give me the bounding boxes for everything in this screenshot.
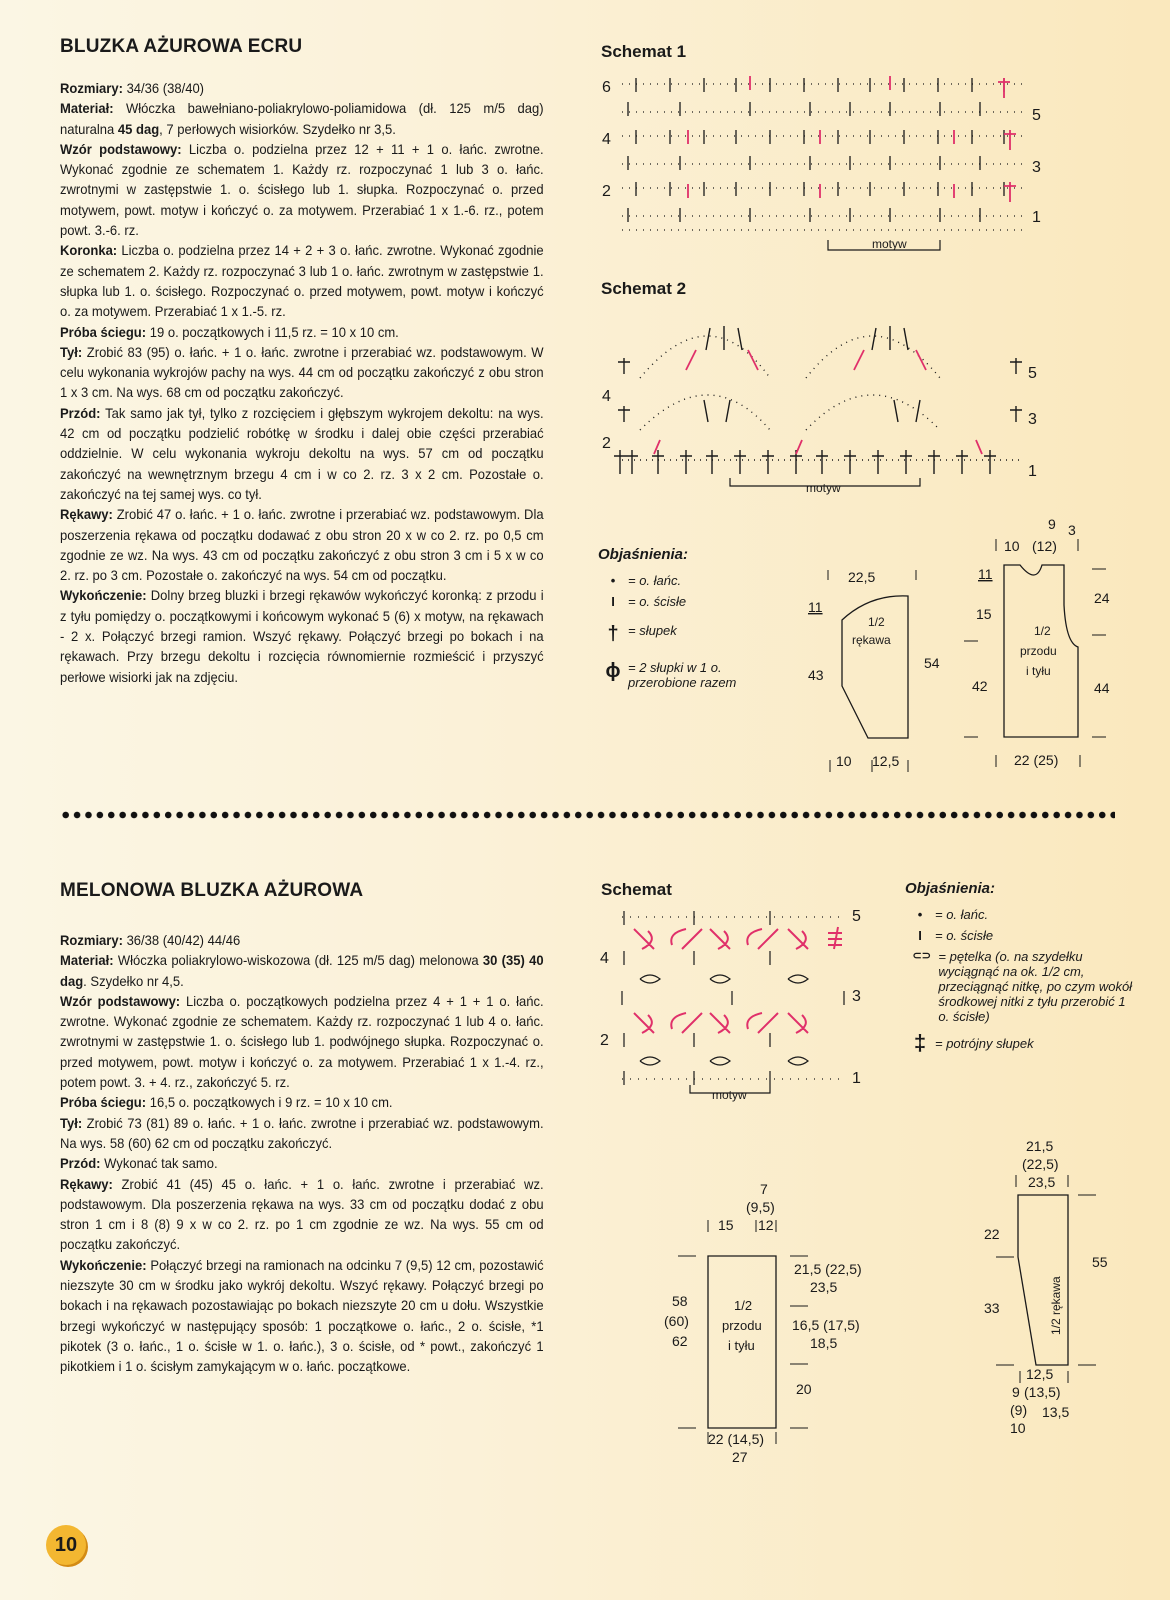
- label: Rękawy:: [60, 506, 113, 523]
- body2-bottom-a: 22 (14,5): [708, 1431, 765, 1447]
- double-crochet-icon: †: [607, 623, 619, 645]
- text: 16,5 o. początkowych i 9 rz. = 10 x 10 cm.: [146, 1094, 393, 1111]
- sleeve2-bottom-e: 13,5: [1042, 1404, 1070, 1420]
- label: Materiał:: [60, 952, 114, 969]
- legend1-item: [598, 623, 798, 646]
- sleeve1-right: 54: [924, 655, 940, 671]
- sleeve2-bottom-f: 10: [1010, 1420, 1026, 1435]
- body2-right-b: 23,5: [810, 1279, 838, 1295]
- text: 34/36 (38/40): [122, 80, 205, 96]
- text: , 7 perłowych wisiorków. Szydełko nr 3,5.: [159, 120, 396, 137]
- schemat3-row-label: 2: [600, 1032, 609, 1049]
- body1-top-c: 10: [1004, 538, 1020, 554]
- legend1-text: = o. ścisłe: [628, 594, 687, 609]
- article1-paragraph: [60, 504, 544, 585]
- schemat3-motif-label: motyw: [712, 1088, 747, 1102]
- schemat2-motif-label: motyw: [806, 481, 841, 495]
- legend1-text: = 2 słupki w 1 o. przerobione razem: [628, 660, 737, 690]
- label: Koronka:: [60, 242, 118, 259]
- legend1-text: = słupek: [628, 623, 677, 638]
- body2-top-a: 7: [760, 1181, 768, 1197]
- body1-left-a: 11: [978, 566, 993, 582]
- article1-paragraph: [60, 98, 544, 139]
- schemat3-row-label: 3: [852, 988, 861, 1005]
- article2-paragraph: [60, 1174, 544, 1255]
- label: Materiał:: [60, 100, 114, 117]
- article2-paragraph: [60, 991, 544, 1092]
- body1-top-a: 9: [1048, 516, 1056, 532]
- legend2-item: [905, 907, 1135, 922]
- schemat2-row-label: 1: [1028, 463, 1037, 480]
- body1-left-c: 42: [972, 678, 988, 694]
- body1-name-b: i tyłu: [1026, 664, 1051, 678]
- schemat1-title: Schemat 1: [601, 42, 687, 61]
- sleeve2-top-a: 21,5: [1026, 1138, 1054, 1154]
- body1-half: 1/2: [1034, 624, 1051, 638]
- schemat1-motif-label: motyw: [872, 237, 907, 251]
- legend1-item: [598, 660, 798, 690]
- schemat3-stitches: [622, 911, 844, 1085]
- text: Zrobić 83 (95) o. łańc. + 1 o. łańc. zwrotne i przerabiać wz. podstawowym. W celu wykonania wykrojów pachy na wys. 44 cm od początku zakończyć z obu stron 1 x 3 cm. Na wys. 68 cm od początku zakończyć.: [60, 343, 544, 401]
- schemat3-row-label: 4: [600, 950, 609, 967]
- text: Liczba o. podzielna przez 14 + 2 + 3 o. łańc. zwrotne. Wykonać zgodnie ze schematem 2. Każdy rz. rozpoczynać 3 lub 1 o. łańc. zwrotnym w zastępstwie 1. słupka lub 1. o. ścisłego. Rozpoczynać o. przed motywem, powt. motyw i kończyć o. za motywem. Przerabiać 1 x 1.-5. rz.: [60, 242, 544, 320]
- legend1-title: Objaśnienia:: [598, 546, 689, 563]
- article1-title: BLUZKA AŻUROWA ECRU: [60, 36, 303, 57]
- body1-left-b: 15: [976, 606, 992, 622]
- article1-paragraph: [60, 78, 544, 98]
- label: Tył:: [60, 343, 83, 360]
- single-crochet-icon: I: [918, 928, 922, 943]
- text: 36/38 (40/42) 44/46: [122, 932, 241, 948]
- text: 30 (35) 40 dag: [60, 952, 544, 989]
- body2-schematic: [660, 1180, 910, 1470]
- text: Zrobić 73 (81) 89 o. łańc. + 1 o. łańc. zwrotne i przerabiać wz. podstawowym. Na wys. 58 (60) 62 cm od początku zakończyć.: [60, 1114, 544, 1151]
- sleeve1-ticks: [828, 570, 916, 772]
- body2-left-a: 58: [672, 1293, 688, 1309]
- legend2-item: [905, 1030, 1135, 1056]
- text: . Szydełko nr 4,5.: [83, 972, 184, 989]
- article2-paragraph: [60, 1255, 544, 1377]
- label: Rękawy:: [60, 1175, 113, 1192]
- label: Tył:: [60, 1114, 83, 1131]
- text: 45 dag: [117, 120, 160, 137]
- section-divider: [60, 808, 1115, 822]
- legend2-text: = o. łańc.: [935, 907, 989, 922]
- legend2-title: Objaśnienia:: [905, 880, 996, 897]
- sleeve1-left-top: 11: [808, 599, 823, 615]
- schemat1-row-label: 6: [602, 79, 611, 96]
- body2-right-e: 20: [796, 1381, 812, 1397]
- schemat2-stitches: [614, 326, 1022, 474]
- body2-right-c: 16,5 (17,5): [792, 1317, 860, 1333]
- schemat2-row-label: 2: [602, 435, 611, 452]
- text: Liczba o. podzielna przez 12 + 11 + 1 o. łańc. zwrotne. Wykonać zgodnie ze schematem 1. Każdy rz. rozpoczynać 1 lub 3 o. łańc. zwrotnymi w zastępstwie 1. o. ścisłego lub 1. słupka. Rozpoczynać o. przed motywem, powt. motyw i kończyć o. za motywem. Przerabiać 1 x 1.-6. rz., potem powt. 3.-6. rz.: [60, 140, 544, 239]
- schemat1-row-label: 1: [1032, 209, 1041, 226]
- article2-paragraph: [60, 1113, 544, 1154]
- sleeve2-ticks: [996, 1175, 1096, 1383]
- text: Połączyć brzegi na ramionach na odcinku 7 (9,5) 12 cm, pozostawić niezszyte 30 cm w środku jako wykrój dekoltu. Wszyć rękawy. Połączyć brzegi po bokach i na rękawach pozostawiając po bokach niezszyte 20 cm u dołu. Wszystkie brzegi wykończyć w następujący sposób: 1 początkowe o. łańc., 2 o. ścisłe, *1 pikotek (3 o. łańc., 1 o. ścisłe w 1. o. łańc.), 3 o. ścisłe, od * powt., zakończyć 1 pikotkiem i 1 o. ścisłym zamykającym w o. łańc. początkowe.: [60, 1256, 544, 1375]
- text: Włóczka poliakrylowo-wiskozowa (dł. 125 m/5 dag) melonowa: [113, 952, 483, 969]
- schemat1-row-label: 5: [1032, 107, 1041, 124]
- legend1-text: = o. łańc.: [628, 573, 682, 588]
- label: Wykończenie:: [60, 587, 147, 604]
- text: Wykonać tak samo.: [100, 1155, 218, 1172]
- sleeve2-bottom-c: (13,5): [1024, 1384, 1061, 1400]
- article1-paragraph: [60, 585, 544, 686]
- schemat1-highlight-stitches: [688, 76, 1016, 202]
- body2-left-b: (60): [664, 1313, 689, 1329]
- body1-right-a: 24: [1094, 590, 1110, 606]
- label: Przód:: [60, 1155, 101, 1172]
- body2-name-b: i tyłu: [728, 1338, 755, 1353]
- body2-top-c: 15: [718, 1217, 734, 1233]
- sleeve1-name: rękawa: [852, 633, 891, 647]
- article1-paragraph: [60, 139, 544, 240]
- sleeve2-name: 1/2 rękawa: [1049, 1276, 1063, 1335]
- label: Rozmiary:: [60, 932, 123, 948]
- body2-top-d: 12: [758, 1217, 774, 1233]
- body2-bottom-b: 27: [732, 1449, 748, 1465]
- body1-bottom: 22 (25): [1014, 752, 1059, 768]
- single-crochet-icon: I: [611, 594, 615, 609]
- sleeve1-bottom2: 12,5: [872, 753, 900, 769]
- sleeve1-bottom: 10: [836, 753, 852, 769]
- legend2-text: = potrójny słupek: [935, 1036, 1034, 1051]
- legend1-item: [598, 573, 798, 588]
- body2-name-a: przodu: [722, 1318, 762, 1333]
- article2-paragraph: [60, 930, 544, 950]
- schemat1-stitches: [622, 78, 1022, 230]
- body2-right-d: 18,5: [810, 1335, 838, 1351]
- sleeve2-top-c: 23,5: [1028, 1174, 1056, 1190]
- article2-paragraph: [60, 1092, 544, 1112]
- label: Przód:: [60, 404, 101, 421]
- legend2-item: [905, 928, 1135, 943]
- body1-name-a: przodu: [1020, 644, 1057, 658]
- label: Rozmiary:: [60, 80, 123, 96]
- schemat3-row-label: 5: [852, 908, 861, 925]
- sleeve2-bottom-d: (9): [1010, 1402, 1028, 1418]
- body1-schematic: [960, 515, 1130, 775]
- body2-half: 1/2: [734, 1298, 753, 1313]
- label: Próba ściegu:: [60, 1094, 147, 1111]
- article1-paragraph: [60, 322, 544, 342]
- legend2-text: = pętelka (o. na szydełku wyciągnąć na ok. 1/2 cm, przeciągnąć nitkę, po czym wokół środkowej nitki z tyłu przerobić 1 o. ścisłe): [938, 949, 1133, 1024]
- body2-left-c: 62: [672, 1333, 688, 1349]
- sleeve2-schematic: [980, 1135, 1120, 1435]
- schemat2-row-label: 4: [602, 388, 611, 405]
- sleeve1-left-bottom: 43: [808, 667, 824, 683]
- label: Wzór podstawowy:: [60, 992, 181, 1009]
- schemat3-title: Schemat: [601, 880, 672, 899]
- sleeve2-bottom-a: 12,5: [1026, 1366, 1054, 1382]
- chain-stitch-icon: •: [610, 573, 616, 588]
- schemat1-diagram: [600, 72, 1060, 272]
- text: Włóczka bawełniano-poliakrylowo-poliamidowa (dł. 125 m/5 dag) naturalna: [60, 100, 544, 137]
- body1-right-b: 44: [1094, 680, 1110, 696]
- sleeve2-left-b: 33: [984, 1300, 1000, 1316]
- legend2: [905, 880, 1135, 1062]
- sleeve1-schematic: [800, 560, 950, 780]
- sleeve2-right: 55: [1092, 1254, 1108, 1270]
- text: 19 o. początkowych i 11,5 rz. = 10 x 10 cm.: [146, 323, 399, 340]
- article2-title: MELONOWA BLUZKA AŻUROWA: [60, 880, 364, 901]
- body2-right-a: 21,5 (22,5): [794, 1261, 862, 1277]
- schemat3-row-label: 1: [852, 1070, 861, 1087]
- schemat3-highlight-stitches: [634, 927, 842, 1033]
- page-number: 10: [46, 1525, 86, 1565]
- schemat3-diagram: [598, 905, 878, 1115]
- text: Tak samo jak tył, tylko z rozcięciem i głębszym wykrojem dekoltu: na wys. 42 cm od początku podzielić robótkę w środku i dalej obie części przerabiać oddzielnie. W celu wykonania wykroju dekoltu na wys. 57 cm od początku zakończyć na wewnętrznym brzegu 4 cm i w co 2. rz. 3 x 2 cm. Pozostałe o. zakończyć na tej samej wys. co tył.: [60, 404, 544, 502]
- sleeve1-half: 1/2: [868, 615, 885, 629]
- body1-top-d: (12): [1032, 538, 1057, 554]
- legend2-text: = o. ścisłe: [935, 928, 994, 943]
- legend1-item: [598, 594, 798, 609]
- legend2-item: [905, 949, 1135, 1024]
- article2-paragraph: [60, 1153, 544, 1173]
- label: Wykończenie:: [60, 1256, 147, 1273]
- text: Dolny brzeg bluzki i brzegi rękawów wykończyć koronką: z przodu i z tyłu pomiędzy o. początkowymi i końcowym wykonać 5 (6) x motyw, na rękawach - 2 x. Połączyć brzegi ramion. Wszyć rękawy. Połączyć brzegi po bokach i na rękawach. Przy brzegu dekoltu i rozcięcia równomiernie rozmieścić i przyszyć perłowe wisiorki jak na zdjęciu.: [60, 587, 544, 685]
- article2-paragraph: [60, 950, 544, 991]
- sleeve2-left-a: 22: [984, 1226, 1000, 1242]
- triple-crochet-icon: ‡: [913, 1030, 927, 1055]
- article2-body: [60, 930, 544, 1377]
- text: Zrobić 47 o. łańc. + 1 o. łańc. zwrotne i przerabiać wz. podstawowym. Dla poszerzenia rękawa od początku dodawać z obu stron 20 x w co 2. rz. po 0,5 cm zgodnie ze wz. Na wys. 43 cm od początku zakończyć z obu stron 3 cm i 5 x w co 2. rz. po 3 cm. Pozostałe o. zakończyć na wys. 54 cm od początku.: [60, 506, 544, 584]
- article1-paragraph: [60, 403, 544, 504]
- dc2tog-icon: ɸ: [605, 660, 621, 682]
- article1-paragraph: [60, 342, 544, 403]
- article1-paragraph: [60, 240, 544, 321]
- sleeve1-top: 22,5: [848, 569, 876, 585]
- text: Liczba o. początkowych podzielna przez 4 + 1 + 1 o. łańc. zwrotne. Wykonać zgodnie ze schematem. Każdy rz. rozpoczynać 1 lub 4 o. łańc. zwrotnymi w zastępstwie 1. o. ścisłego lub 1. podwójnego słupka. Rozpoczynać o. przed motywem, powt. motyw i kończyć o. za motywem. Przerabiać 1 x 1.-4. rz., potem powt. 3. + 4. rz., zakończyć 5. rz.: [60, 992, 544, 1091]
- schemat2-row-label: 5: [1028, 365, 1037, 382]
- sleeve2-top-b: (22,5): [1022, 1156, 1059, 1172]
- schemat2-highlight-stitches: [654, 350, 982, 454]
- loop-stitch-icon: ⊂⊃: [912, 950, 931, 962]
- sleeve2-bottom-b: 9: [1012, 1384, 1020, 1400]
- schemat2-diagram: [600, 300, 1060, 500]
- schemat2-row-label: 3: [1028, 411, 1037, 428]
- label: Próba ściegu:: [60, 323, 147, 340]
- text: Zrobić 41 (45) 45 o. łańc. + 1 o. łańc. zwrotne i przerabiać wz. podstawowym. Dla poszerzenia rękawa na wys. 33 cm od początku dodać z obu stron 1 cm i 8 (8) 9 x w co 2. rz. po 1 cm zgodnie ze wz. Na wys. 55 cm od początku zakończyć.: [60, 1175, 544, 1253]
- body1-top-b: 3: [1068, 522, 1076, 538]
- schemat2-title: Schemat 2: [601, 279, 687, 298]
- legend1: [598, 546, 798, 696]
- schemat1-row-label: 3: [1032, 159, 1041, 176]
- body2-top-b: (9,5): [746, 1199, 775, 1215]
- schemat1-row-label: 2: [602, 183, 611, 200]
- article1-body: [60, 78, 544, 687]
- chain-stitch-icon: •: [917, 907, 923, 922]
- schemat1-row-label: 4: [602, 131, 611, 148]
- label: Wzór podstawowy:: [60, 140, 182, 157]
